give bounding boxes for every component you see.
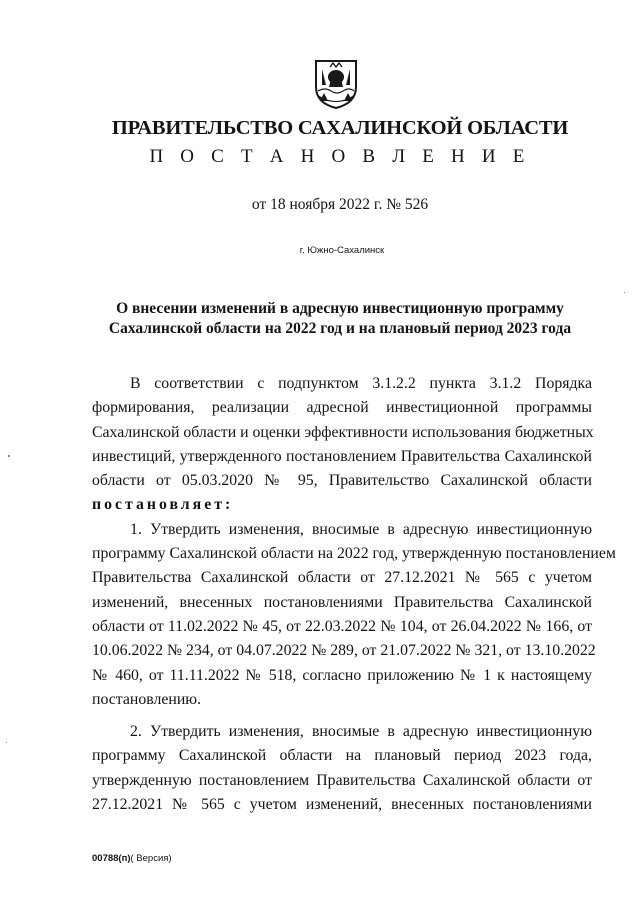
body-line: В соответствии с подпунктом 3.1.2.2 пункта 3.1.2 Порядка bbox=[130, 375, 592, 392]
body-line: Сахалинской области и оценки эффективности использования бюджетных bbox=[92, 423, 594, 441]
organization-heading: ПРАВИТЕЛЬСТВО САХАЛИНСКОЙ ОБЛАСТИ bbox=[111, 117, 569, 139]
paragraph-2 bbox=[92, 518, 616, 712]
body-line: постановлению. bbox=[92, 690, 202, 708]
title-line: О внесении изменений в адресную инвестиционную программу bbox=[116, 300, 564, 317]
body-line: 2. Утвердить изменения, вносимые в адресную инвестиционную bbox=[130, 723, 592, 741]
date-number: от 18 ноября 2022 г. № 526 bbox=[251, 196, 429, 213]
resolves-word: постановляет: bbox=[92, 496, 234, 514]
title-line: Сахалинской области на 2022 год и на плановый период 2023 года bbox=[108, 320, 572, 337]
body-line: 1. Утвердить изменения, вносимые в адресную инвестиционную bbox=[130, 520, 592, 538]
scan-speck bbox=[624, 292, 625, 293]
paragraph-3 bbox=[92, 720, 592, 817]
body-line: программу Сахалинской области на 2022 год, утвержденную постановлением bbox=[92, 545, 616, 563]
body-line: Правительства Сахалинской области от 27.12.2021 № 565 с учетом bbox=[92, 569, 592, 587]
city-label: г. Южно-Сахалинск bbox=[299, 245, 385, 256]
footer-code bbox=[92, 853, 172, 864]
scan-speck bbox=[6, 742, 7, 743]
body-line: 10.06.2022 № 234, от 04.07.2022 № 289, от 21.07.2022 № 321, от 13.10.2022 bbox=[92, 642, 596, 660]
document-type-heading: П О С Т А Н О В Л Е Н И Е bbox=[149, 146, 531, 167]
body-line: утвержденную постановлением Правительства Сахалинской области от bbox=[92, 771, 592, 789]
scan-speck bbox=[8, 455, 10, 457]
body-line: изменений, внесенных постановлениями Правительства Сахалинской bbox=[92, 593, 592, 611]
resolves-line bbox=[92, 493, 592, 517]
paragraph-1 bbox=[92, 372, 592, 518]
body-line: области от 05.03.2020 № 95, Правительство Сахалинской области bbox=[92, 472, 592, 490]
body-line: формирования, реализации адресной инвестиционной программы bbox=[92, 399, 592, 417]
document-title bbox=[90, 299, 590, 339]
body-line: № 460, от 11.11.2022 № 518, согласно приложению № 1 к настоящему bbox=[92, 666, 592, 684]
document-body bbox=[92, 372, 616, 817]
body-line: инвестиций, утвержденного постановлением Правительства Сахалинской bbox=[92, 447, 592, 465]
document-code: 00788(п) bbox=[92, 853, 131, 864]
body-line: области от 11.02.2022 № 45, от 22.03.2022 № 104, от 26.04.2022 № 166, от bbox=[92, 617, 592, 635]
body-line: 27.12.2021 № 565 с учетом изменений, внесенных постановлениями bbox=[92, 796, 592, 814]
coat-of-arms-icon bbox=[313, 57, 359, 109]
body-line: программу Сахалинской области на плановый период 2023 года, bbox=[92, 747, 592, 765]
document-version: ( Версия) bbox=[130, 853, 172, 864]
